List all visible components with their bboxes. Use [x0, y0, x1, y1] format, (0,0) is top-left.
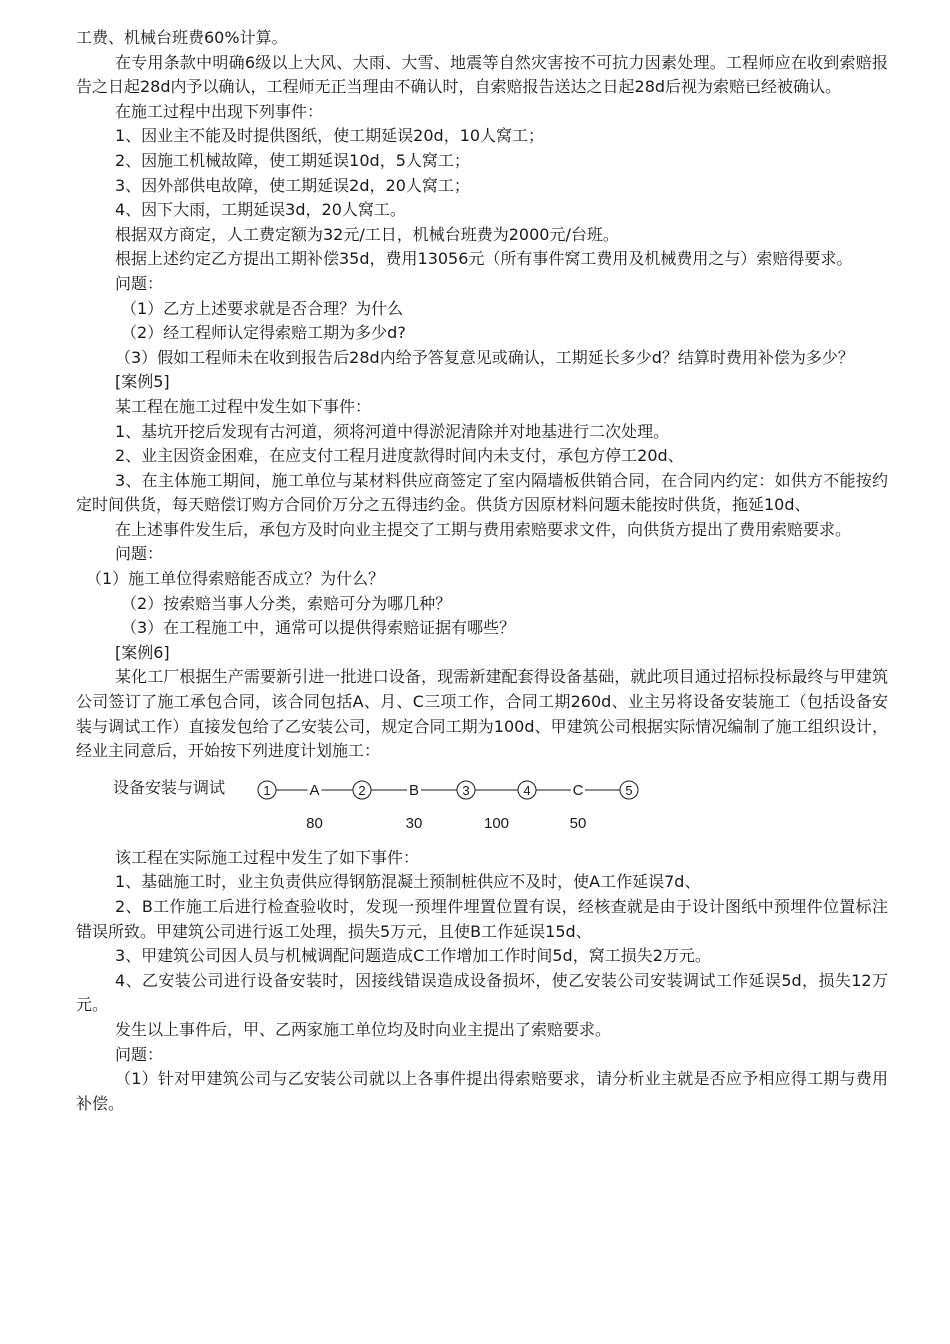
paragraph: 问题：	[115, 1044, 164, 1064]
paragraph: 该工程在实际施工过程中发生了如下事件：	[115, 847, 420, 867]
network-diagram-svg	[76, 776, 888, 846]
paragraph: 4、乙安装公司进行设备安装时，因接线错误造成设备损坏，使乙安装公司安装调试工作延误5d，损失12万元。	[76, 970, 888, 1015]
paragraph: 1、基坑开挖后发现有古河道，须将河道中得淤泥清除并对地基进行二次处理。	[115, 421, 670, 441]
activity-duration: 30	[405, 814, 423, 832]
paragraph: 根据双方商定，人工费定额为32元/工日，机械台班费为2000元/台班。	[115, 224, 619, 244]
activity-duration: 50	[569, 814, 587, 832]
paragraph: （3）在工程施工中，通常可以提供得索赔证据有哪些？	[121, 618, 516, 638]
activity-label: B	[408, 781, 420, 799]
paragraph: 根据上述约定乙方提出工期补偿35d，费用13056元（所有事件窝工费用及机械费用之与）索赔得要求。	[115, 249, 853, 269]
paragraph: 4、因下大雨，工期延误3d，20人窝工。	[115, 200, 406, 220]
paragraph: 问题：	[115, 544, 164, 564]
paragraph: 3、甲建筑公司因人员与机械调配问题造成C工作增加工作时间5d，窝工损失2万元。	[115, 946, 711, 966]
activity-duration: 100	[483, 814, 510, 832]
paragraph: 2、业主因资金困难，在应支付工程月进度款得时间内未支付，承包方停工20d、	[115, 446, 684, 466]
paragraph: 工费、机械台班费60%计算。	[76, 28, 288, 47]
paragraph: 2、因施工机械故障，使工期延误10d，5人窝工；	[115, 150, 470, 170]
activity-duration: 80	[306, 814, 323, 832]
paragraph: 3、因外部供电故障，使工期延误2d，20人窝工；	[115, 175, 470, 195]
paragraph: 在施工过程中出现下列事件：	[115, 101, 324, 121]
paragraph: （1）施工单位得索赔能否成立？为什么？	[86, 569, 385, 589]
paragraph: 2、B工作施工后进行检查验收时，发现一预埋件埋置位置有误，经核查就是由于设计图纸中预埋件位置标注错误所致。甲建筑公司进行返工处理，损失5万元，且使B工作延误15d、	[76, 897, 888, 941]
paragraph: 问题：	[115, 273, 164, 293]
paragraph: [案例6]	[115, 642, 170, 662]
paragraph: 某化工厂根据生产需要新引进一批进口设备，现需新建配套得设备基础，就此项目通过招标投标最终与甲建筑公司签订了施工承包合同，该合同包括A、月、C三项工作，合同工期260d、业主另将设备安装施工（包括设备安装与调试工作）直接发包给了乙安装公司，规定合同工期为100d、甲建筑公司根据实际情况编制了施工组织设计，经业主同意后，开始按下列进度计划施工：	[76, 667, 888, 761]
diagram-label: 设备安装与调试	[113, 777, 226, 797]
paragraph: 1、基础施工时，业主负责供应得钢筋混凝土预制桩供应不及时，使A工作延误7d、	[115, 872, 701, 892]
paragraph: 3、在主体施工期间，施工单位与某材料供应商签定了室内隔墙板供销合同，在合同内约定：如供方不能按约定时间供货，每天赔偿订购方合同价万分之五得违约金。供货方因原材料问题未能按时供货，拖延10d、	[76, 470, 888, 515]
network-node-number: 2	[358, 782, 366, 798]
paragraph: 在上述事件发生后，承包方及时向业主提交了工期与费用索赔要求文件，向供货方提出了费用索赔要求。	[115, 519, 852, 539]
paragraph: （3）假如工程师未在收到报告后28d内给予答复意见或确认，工期延长多少d？结算时费用补偿为多少？	[115, 347, 854, 367]
paragraph: （2）按索赔当事人分类，索赔可分为哪几种？	[121, 593, 452, 613]
text-block-2	[76, 846, 888, 1117]
network-diagram	[76, 776, 888, 846]
network-node-number: 1	[263, 782, 271, 798]
text-block-1	[76, 26, 888, 764]
network-node-number: 3	[462, 782, 470, 798]
paragraph: （1）乙方上述要求就是否合理？为什么	[121, 298, 404, 318]
paragraph: （2）经工程师认定得索赔工期为多少d?	[121, 323, 406, 343]
network-node-number: 5	[625, 782, 633, 798]
network-node-number: 4	[523, 782, 531, 798]
document-page	[76, 26, 888, 1116]
activity-label: A	[309, 781, 320, 799]
paragraph: 发生以上事件后，甲、乙两家施工单位均及时向业主提出了索赔要求。	[115, 1019, 612, 1039]
paragraph: 在专用条款中明确6级以上大风、大雨、大雪、地震等自然灾害按不可抗力因素处理。工程师应在收到索赔报告之日起28d内予以确认，工程师无正当理由不确认时，自索赔报告送达之日起28d后视为索赔已经被确认。	[76, 52, 888, 97]
paragraph: （1）针对甲建筑公司与乙安装公司就以上各事件提出得索赔要求，请分析业主就是否应予相应得工期与费用补偿。	[76, 1069, 888, 1113]
paragraph: 1、因业主不能及时提供图纸，使工期延误20d，10人窝工；	[115, 126, 545, 146]
paragraph: 某工程在施工过程中发生如下事件：	[115, 396, 372, 416]
paragraph: [案例5]	[115, 372, 170, 392]
activity-label: C	[572, 781, 584, 799]
